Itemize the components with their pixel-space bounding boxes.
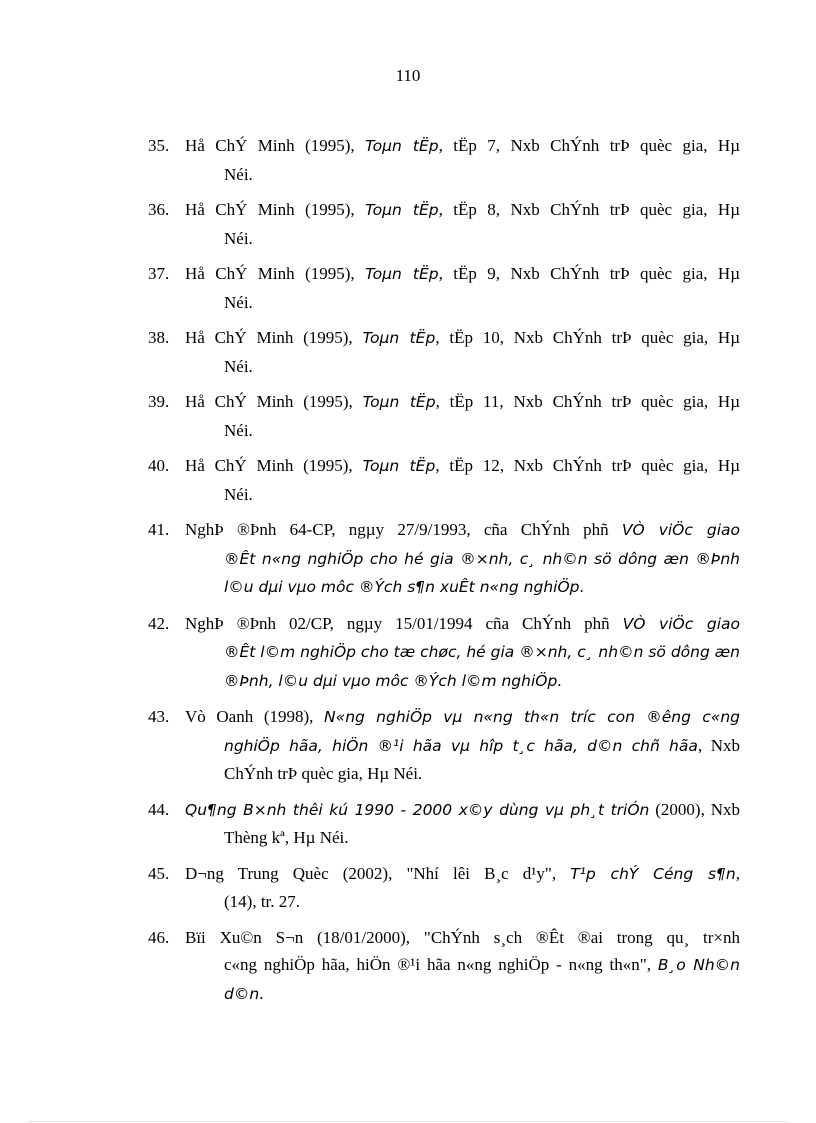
reference-item: [148, 452, 740, 508]
reference-continuation: [185, 888, 740, 916]
reference-first-line: [185, 452, 740, 481]
reference-continuation: [185, 481, 740, 509]
reference-title-text: nghiÖp hãa, hiÖn ®¹i hãa vµ hîp t¸c hãa, d©n chñ hãa: [224, 736, 698, 755]
reference-continuation: [185, 732, 740, 788]
reference-text: , tËp 12, Nxb ChÝnh trÞ quèc gia, Hµ: [435, 456, 741, 475]
reference-text: Thèng kª, Hµ Néi.: [224, 828, 349, 847]
reference-item: [148, 260, 740, 316]
reference-item: [148, 132, 740, 188]
page-bottom-rule: [28, 1121, 788, 1122]
reference-text: Néi.: [224, 420, 253, 440]
reference-title-text: B¸o Nh©n d©n: [224, 956, 740, 1003]
reference-first-line: [185, 132, 740, 161]
reference-first-line: [185, 196, 740, 225]
reference-text: D¬ng Trung Quèc (2002), "Nhí lêi B¸c d¹y",: [185, 863, 571, 883]
reference-text: Hå ChÝ Minh (1995),: [185, 200, 366, 219]
reference-first-line: [185, 324, 740, 353]
reference-title-text: VÒ viÖc giao: [622, 614, 740, 633]
reference-list: [148, 132, 740, 1016]
reference-text: Vò Oanh (1998),: [185, 707, 325, 726]
reference-title-text: Toµn tËp: [365, 265, 439, 283]
page-number: 110: [395, 66, 421, 85]
reference-title-text: VÒ viÖc giao: [621, 521, 740, 539]
reference-text: Hå ChÝ Minh (1995),: [185, 264, 366, 283]
reference-first-line: [185, 516, 740, 545]
reference-continuation: [185, 417, 740, 445]
reference-text: NghÞ ®Þnh 02/CP, ngµy 15/01/1994 cña ChÝnh phñ: [185, 613, 623, 633]
reference-continuation: [185, 161, 740, 189]
reference-text: .: [579, 577, 584, 596]
reference-title-text: Toµn tËp: [365, 137, 439, 155]
reference-title-text: Toµn tËp: [362, 393, 436, 411]
reference-text: , tËp 10, Nxb ChÝnh trÞ quèc gia, Hµ: [435, 328, 741, 347]
reference-item: [148, 924, 740, 1009]
reference-number: 40.: [148, 456, 170, 475]
reference-continuation: [185, 289, 740, 317]
reference-text: .: [557, 670, 562, 690]
reference-text: Néi.: [224, 484, 253, 504]
reference-text: Hå ChÝ Minh (1995),: [185, 136, 366, 155]
reference-text: Bïi Xu©n S¬n (18/01/2000), "ChÝnh s¸ch ®Êt ®ai trong qu¸ tr×nh: [185, 927, 740, 947]
reference-first-line: [185, 703, 740, 732]
reference-text: c«ng nghiÖp hãa, hiÖn ®¹i hãa n«ng nghiÖp - n«ng th«n",: [224, 955, 658, 974]
reference-title-text: N«ng nghiÖp vµ n«ng th«n tríc con ®êng c«ng: [324, 708, 740, 726]
reference-title-text: T¹p chÝ Céng s¶n: [570, 864, 736, 883]
reference-continuation: [185, 951, 740, 1008]
reference-title-text: Qu¶ng B×nh thêi kú 1990 - 2000 x©y dùng vµ ph¸t triÓn: [185, 800, 650, 819]
reference-number: 38.: [148, 328, 170, 347]
reference-number: 46.: [148, 927, 170, 947]
reference-item: [148, 388, 740, 444]
reference-item: [148, 516, 740, 602]
reference-first-line: [185, 860, 740, 889]
reference-item: [148, 324, 740, 380]
reference-number: 39.: [148, 392, 170, 411]
reference-first-line: [185, 796, 740, 825]
reference-number: 45.: [148, 863, 170, 883]
reference-text: Néi.: [224, 292, 253, 312]
reference-first-line: [185, 260, 740, 289]
reference-item: [148, 703, 740, 788]
reference-number: 43.: [148, 707, 170, 726]
reference-continuation: [185, 353, 740, 381]
reference-title-text: ®Êt l©m nghiÖp cho tæ chøc, hé gia ®×nh, c¸ nh©n sö dông æn ®Þnh, l©u dµi vµo môc ®Ých l©m nghiÖp: [224, 643, 740, 690]
reference-first-line: [185, 924, 740, 952]
reference-item: [148, 860, 740, 916]
reference-item: [148, 796, 740, 852]
reference-continuation: [185, 225, 740, 253]
reference-first-line: [185, 610, 740, 639]
reference-text: Hå ChÝ Minh (1995),: [185, 456, 363, 475]
reference-text: NghÞ ®Þnh 64-CP, ngµy 27/9/1993, cña ChÝnh phñ: [185, 520, 622, 539]
reference-number: 41.: [148, 520, 170, 539]
reference-number: 42.: [148, 613, 170, 633]
reference-title-text: Toµn tËp: [362, 457, 436, 475]
reference-item: [148, 610, 740, 696]
reference-text: , tËp 11, Nxb ChÝnh trÞ quèc gia, Hµ: [435, 392, 740, 411]
reference-text: , tËp 9, Nxb ChÝnh trÞ quèc gia, Hµ: [438, 264, 740, 283]
reference-text: Néi.: [224, 356, 253, 376]
reference-item: [148, 196, 740, 252]
reference-title-text: Toµn tËp: [362, 329, 436, 347]
reference-continuation: [185, 638, 740, 695]
reference-text: Hå ChÝ Minh (1995),: [185, 328, 363, 347]
reference-number: 37.: [148, 264, 170, 283]
reference-text: Hå ChÝ Minh (1995),: [185, 392, 363, 411]
reference-number: 35.: [148, 136, 170, 155]
reference-text: (2000), Nxb: [649, 799, 740, 819]
reference-text: (14), tr. 27.: [224, 892, 301, 911]
reference-text: , tËp 7, Nxb ChÝnh trÞ quèc gia, Hµ: [438, 136, 740, 155]
reference-text: , Nxb ChÝnh trÞ quèc gia, Hµ Néi.: [224, 735, 741, 783]
reference-continuation: [185, 545, 740, 602]
reference-text: Néi.: [224, 228, 253, 248]
reference-first-line: [185, 388, 740, 417]
reference-text: ,: [735, 863, 740, 883]
reference-number: 36.: [148, 200, 170, 219]
reference-text: Néi.: [224, 164, 253, 184]
reference-title-text: Toµn tËp: [365, 201, 439, 219]
reference-continuation: [185, 824, 740, 852]
reference-text: , tËp 8, Nxb ChÝnh trÞ quèc gia, Hµ: [438, 200, 740, 219]
reference-number: 44.: [148, 799, 170, 819]
reference-title-text: ®Êt n«ng nghiÖp cho hé gia ®×nh, c¸ nh©n sö dông æn ®Þnh l©u dµi vµo môc ®Ých s¶n xuÊt n«ng nghiÖp: [224, 549, 740, 596]
reference-text: .: [259, 983, 264, 1003]
